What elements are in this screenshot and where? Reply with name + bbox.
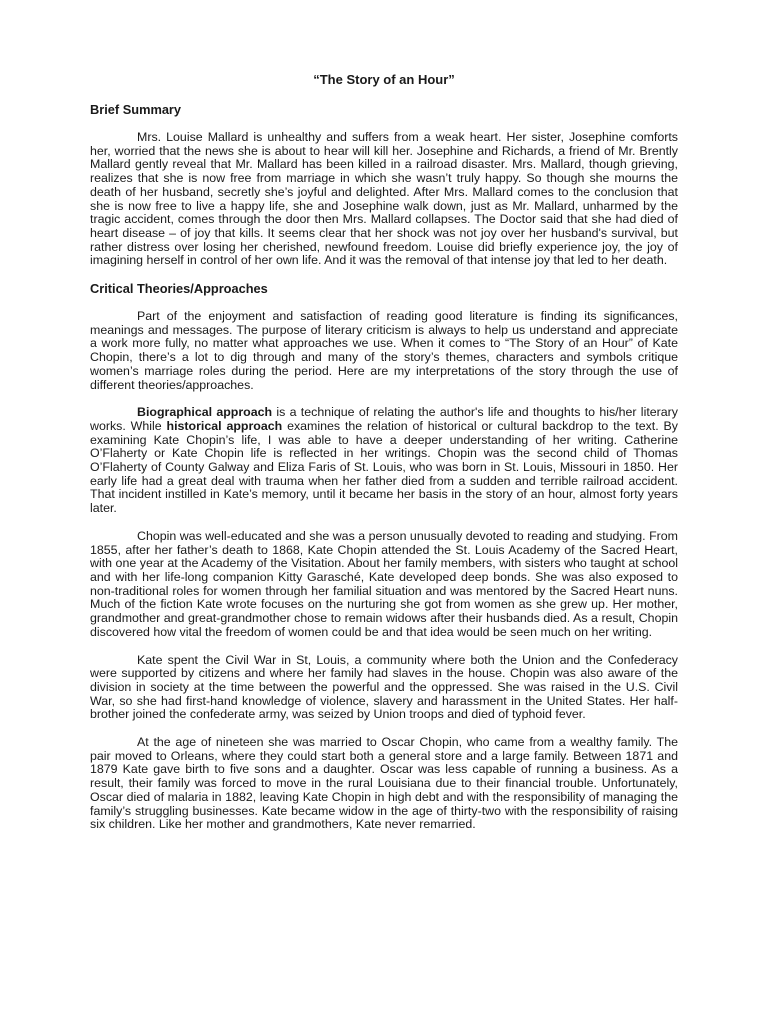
marriage-paragraph: At the age of nineteen she was married to Oscar Chopin, who came from a wealthy family. The pair moved to Orleans, where they could start both a general store and a large family. Between 1871 and 1879 Kate gave birth to five sons and a daughter. Oscar was less capable of running a business. As a result, their family was forced to move in the rural Louisiana due to their financial trouble. Unfortunately, Oscar died of malaria in 1882, leaving Kate Chopin in high debt and with the responsibility of managing the family’s struggling businesses. Kate became widow in the age of thirty-two with the responsibility of raising six children. Like her mother and grandmothers, Kate never remarried. — [90, 735, 678, 832]
term-historical-approach: historical approach — [166, 418, 283, 433]
biographical-text-part-1: is a technique of relating the author's life and thoughts to his/her literary works. While — [90, 405, 678, 433]
section-heading-brief-summary: Brief Summary — [90, 102, 182, 117]
intro-paragraph: Part of the enjoyment and satisfaction of reading good literature is finding its significances, meanings and messages. The purpose of literary criticism is always to help us understand and appreciate a work more fully, no matter what approaches we use. When it comes to “The Story of an Hour” of Kate Chopin, there’s a lot to dig through and many of the story’s themes, characters and symbols critique women’s marriage roles during the period. Here are my interpretations of the story through the use of different theories/approaches. — [90, 309, 678, 392]
summary-paragraph: Mrs. Louise Mallard is unhealthy and suffers from a weak heart. Her sister, Josephine comforts her, worried that the news she is about to hear will kill her. Josephine and Richards, a friend of Mr. Brently Mallard gently reveal that Mr. Mallard has been killed in a railroad disaster. Mrs. Mallard, though grieving, realizes that she is now free from marriage in which she wasn’t truly happy. So though she mourns the death of her husband, secretly she’s joyful and delighted. After Mrs. Mallard comes to the conclusion that she is now free to live a happy life, she and Josephine walk down, just as Mr. Mallard, unharmed by the tragic accident, comes through the door then Mrs. Mallard collapses. The Doctor said that she had died of heart disease – of joy that kills. It seems clear that her shock was not joy over her husband's survival, but rather distress over losing her cherished, newfound freedom. Louise did briefly experience joy, the joy of imagining herself in control of her own life. And it was the removal of that intense joy that led to her death. — [90, 130, 678, 268]
civil-war-paragraph: Kate spent the Civil War in St, Louis, a community where both the Union and the Confederacy were supported by citizens and where her family had slaves in the house. Chopin was also aware of the division in society at the time between the powerful and the oppressed. She was raised in the U.S. Civil War, so she had first-hand knowledge of violence, slavery and harassment in the United States. Her half-brother joined the confederate army, was seized by Union troops and died of typhoid fever. — [90, 652, 678, 722]
biographical-paragraph — [90, 406, 678, 516]
document-title: “The Story of an Hour” — [313, 72, 455, 87]
term-biographical-approach: Biographical approach — [137, 405, 273, 420]
section-heading-critical-theories: Critical Theories/Approaches — [90, 281, 268, 297]
document-page — [90, 72, 678, 832]
education-paragraph: Chopin was well-educated and she was a person unusually devoted to reading and studying. From 1855, after her father’s death to 1868, Kate Chopin attended the St. Louis Academy of the Sacred Heart, with one year at the Academy of the Visitation. About her family members, with sisters who taught at school and with her life-long companion Kitty Garasché, Kate developed deep bonds. She was also exposed to non-traditional roles for women through her familial situation and was mentored by the Sacred Heart nuns. Much of the fiction Kate wrote focuses on the nurturing she got from women as she grew up. Her mother, grandmother and great-grandmother chose to remain widows after their husbands died. As a result, Chopin discovered how vital the freedom of women could be and that idea would be seen much on her writing. — [90, 528, 678, 639]
biographical-text-part-2: examines the relation of historical or cultural backdrop to the text. By examining Kate Chopin’s life, I was able to have a deeper understanding of her writing. Catherine O’Flaherty or Kate Chopin life is reflected in her writings. Chopin was the second child of Thomas O’Flaherty of County Galway and Eliza Faris of St. Louis, who was born in St. Louis, Missouri in 1850. Her early life had a great deal with trauma when her father died from a sudden and terrible railroad accident. That incident instilled in Kate’s memory, until it became her basis in the story of an hour, almost forty years later. — [90, 418, 678, 516]
